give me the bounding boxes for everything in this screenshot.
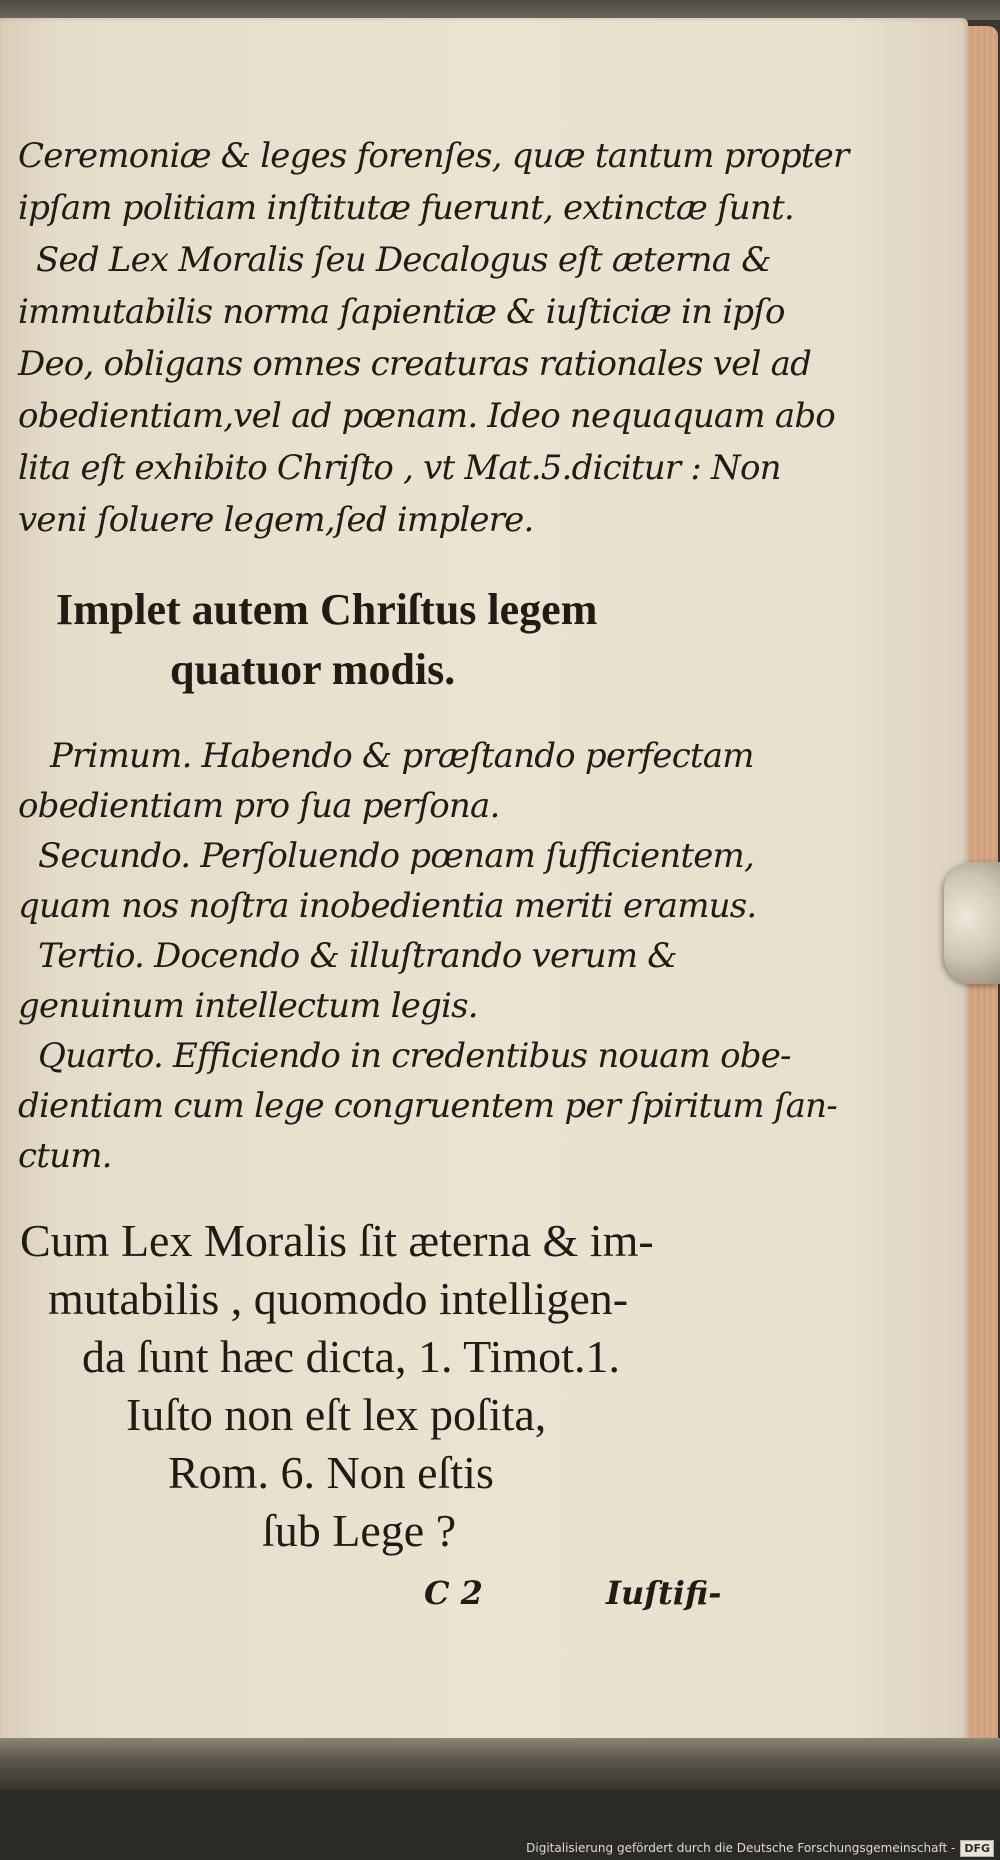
book-bottom-edge [0,1738,1000,1788]
section-heading: quatuor modis. [170,645,456,694]
question-heading: ſub Lege ? [262,1505,457,1556]
text-line: Sed Lex Moralis ſeu Decalogus eſt æterna & [36,240,771,280]
book-page [0,18,968,1758]
digitization-credit [526,1838,994,1858]
text-line: dientiam cum lege congruentem per ſpiritum ſan- [18,1086,837,1126]
catchword: Iuſtifi- [606,1574,722,1612]
book-clasp [944,862,1000,984]
question-heading: Iuſto non eſt lex poſita, [126,1389,547,1440]
page-text [0,18,968,1758]
text-line: veni ſoluere legem,ſed implere. [18,500,534,540]
book-top-edge [0,0,1000,20]
text-line: Secundo. Perſoluendo pœnam ſufficientem, [38,836,755,876]
text-line: obedientiam pro ſua perſona. [18,786,500,826]
question-heading: da ſunt hæc dicta, 1. Timot.1. [82,1331,620,1382]
text-line: Deo, obligans omnes creaturas rationales vel ad [18,344,812,384]
signature-mark: C 2 [424,1574,483,1612]
text-line: immutabilis norma ſapientiæ & iuſticiæ in ipſo [18,292,785,332]
text-line: Quarto. Efficiendo in credentibus nouam obe- [38,1036,791,1076]
credit-text: Digitalisierung gefördert durch die Deutsche Forschungsgemeinschaft - [526,1841,956,1855]
text-line: genuinum intellectum legis. [18,986,478,1026]
section-heading: Implet autem Chriſtus legem [56,585,598,634]
text-line: lita eſt exhibito Chriſto , vt Mat.5.dicitur : Non [18,448,781,488]
text-line: obedientiam,vel ad pœnam. Ideo nequaquam abo [18,396,835,436]
question-heading: Rom. 6. Non eſtis [168,1447,494,1498]
text-line: Ceremoniæ & leges forenſes, quæ tantum propter [18,136,849,176]
dfg-logo: DFG [960,1840,994,1857]
text-line: quam nos noſtra inobedientia meriti eramus. [18,886,757,926]
text-line: ctum. [18,1136,112,1176]
question-heading: Cum Lex Moralis ſit æterna & im- [20,1215,654,1266]
question-heading: mutabilis , quomodo intelligen- [48,1273,629,1324]
text-line: Tertio. Docendo & illuſtrando verum & [38,936,677,976]
text-line: Primum. Habendo & præſtando perfectam [50,736,754,776]
text-line: ipſam politiam inſtitutæ fuerunt, extinctæ ſunt. [18,188,794,228]
